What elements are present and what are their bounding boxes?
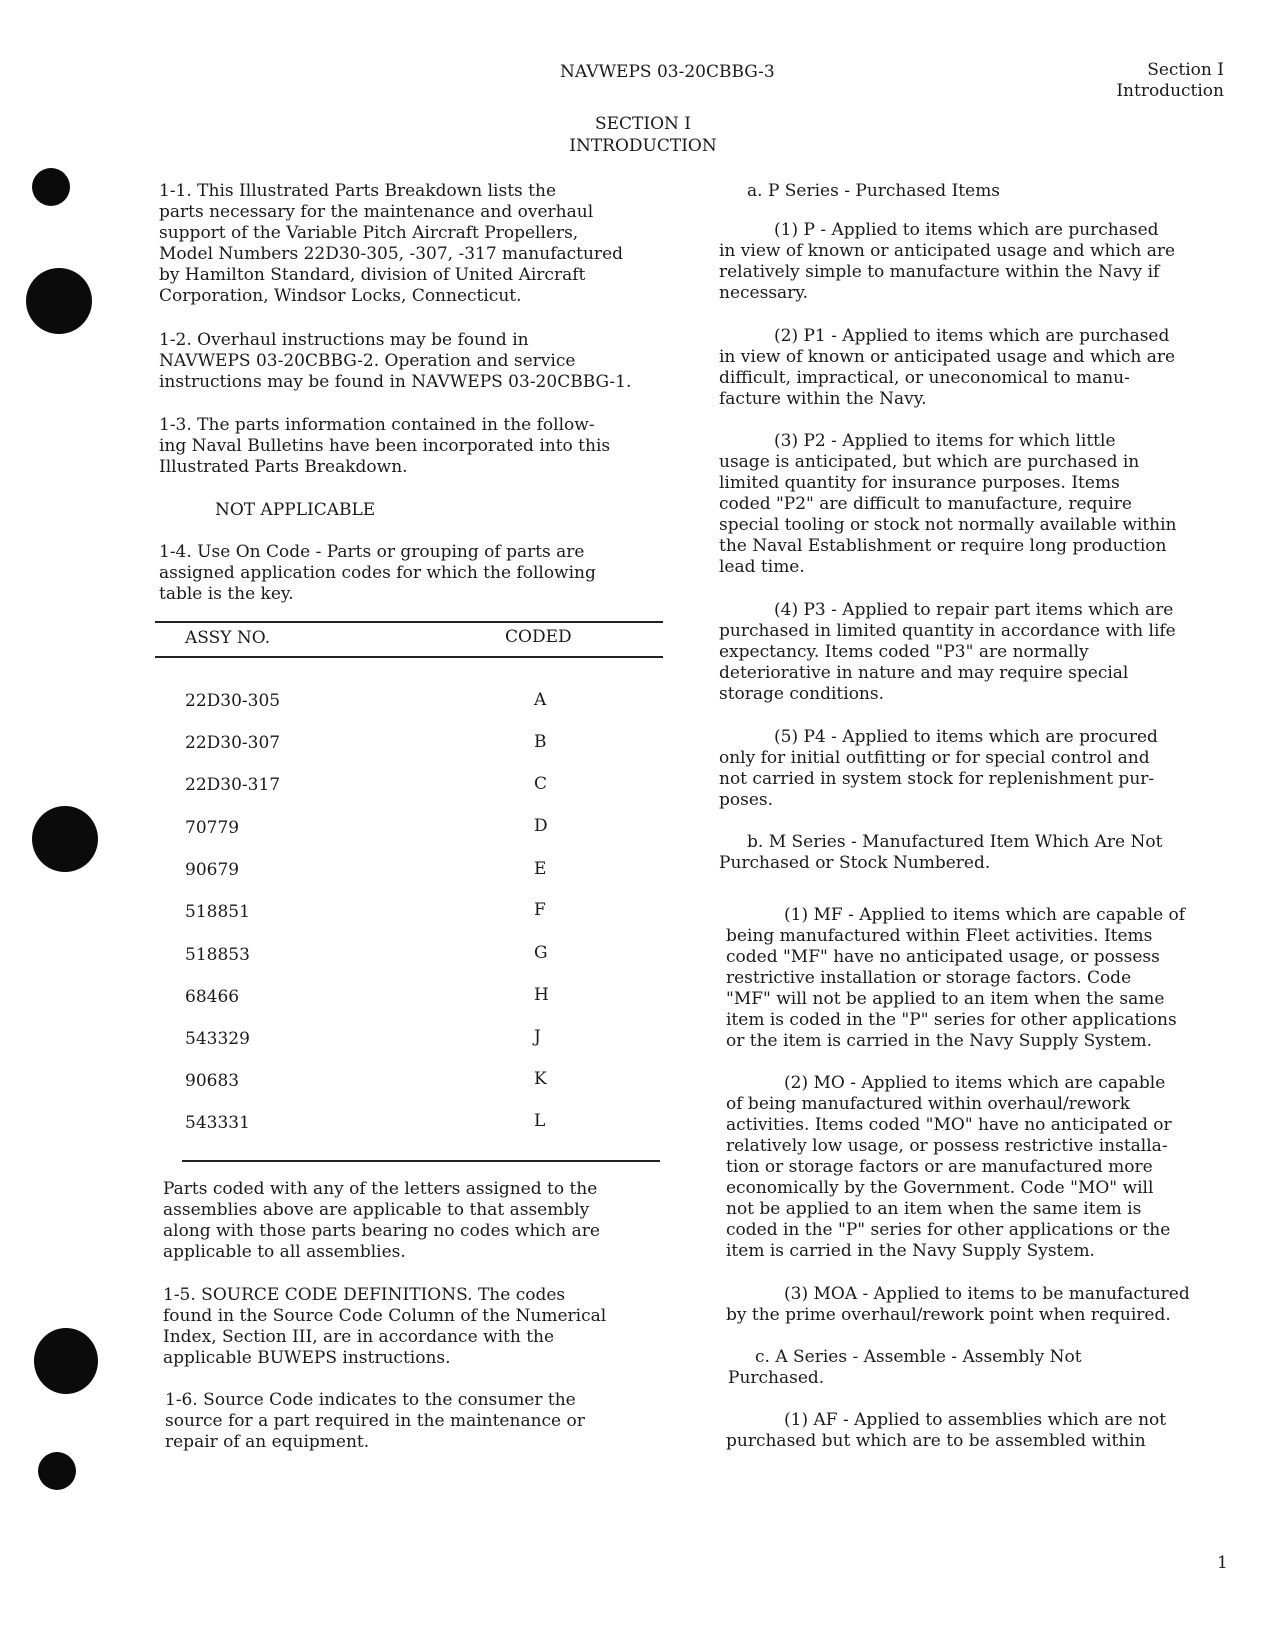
table-bottom-rule xyxy=(182,1160,660,1162)
subsection-a-heading: a. P Series - Purchased Items xyxy=(747,181,1001,201)
section-name: Introduction xyxy=(1116,81,1224,101)
item-c1: (1) AF - Applied to assemblies which are not purchased but which are to be assembled within xyxy=(726,1410,1167,1451)
item-b2: (2) MO - Applied to items which are capable of being manufactured within overhaul/rework activities. Items coded "MO" have no anticipated or relatively low usage, or possess restrictive installa- tion or storage factors or are manufactured more economically by the Government. Code "MO" will not be applied to an item when the same item is coded in the "P" series for other applications or the item is carried in the Navy Supply System. xyxy=(726,1073,1172,1261)
binder-hole-2 xyxy=(26,268,92,334)
subsection-b-heading: b. M Series - Manufactured Item Which Are Not Purchased or Stock Numbered. xyxy=(719,832,1163,873)
table-header-coded: CODED xyxy=(505,627,572,647)
title-line-2: INTRODUCTION xyxy=(569,136,717,156)
table-top-rule xyxy=(155,621,663,623)
binder-hole-1 xyxy=(32,168,70,206)
paragraph-1-1: 1-1. This Illustrated Parts Breakdown lists the parts necessary for the maintenance and overhaul support of the Variable Pitch Aircraft Propellers, Model Numbers 22D30-305, -307, -317 manufactured by Hamilton Standard, division of United Aircraft Corporation, Windsor Locks, Connecticut. xyxy=(159,181,624,306)
binder-hole-5 xyxy=(38,1452,76,1490)
binder-hole-4 xyxy=(34,1328,98,1394)
paragraph-1-5: 1-5. SOURCE CODE DEFINITIONS. The codes found in the Source Code Column of the Numerical Index, Section III, are in accordance with the applicable BUWEPS instructions. xyxy=(163,1285,607,1368)
section-number: Section I xyxy=(1147,60,1224,80)
paragraph-1-4: 1-4. Use On Code - Parts or grouping of parts are assigned application codes for which the following table is the key. xyxy=(159,542,596,604)
item-a4: (4) P3 - Applied to repair part items which are purchased in limited quantity in accordance with life expectancy. Items coded "P3" are normally deteriorative in nature and may require special storage conditions. xyxy=(719,600,1176,704)
page-title xyxy=(0,113,1286,157)
paragraph-1-3: 1-3. The parts information contained in the follow- ing Naval Bulletins have been incorporated into this Illustrated Parts Breakdown. xyxy=(159,415,611,477)
item-b1: (1) MF - Applied to items which are capable of being manufactured within Fleet activities. Items coded "MF" have no anticipated usage, or possess restrictive installation or storage factors. Code "MF" will not be applied to an item when the same item is coded in the "P" series for other applications or the item is carried in the Navy Supply System. xyxy=(726,905,1186,1051)
table-header-rule xyxy=(155,656,663,658)
paragraph-codes-note: Parts coded with any of the letters assigned to the assemblies above are applicable to that assembly along with those parts bearing no codes which are applicable to all assemblies. xyxy=(163,1179,600,1262)
title-line-1: SECTION I xyxy=(594,114,692,134)
document-id: NAVWEPS 03-20CBBG-3 xyxy=(560,62,775,82)
page-number: 1 xyxy=(1217,1553,1228,1573)
not-applicable-note: NOT APPLICABLE xyxy=(215,500,376,520)
item-a5: (5) P4 - Applied to items which are procured only for initial outfitting or for special control and not carried in system stock for replenishment pur- poses. xyxy=(719,727,1158,810)
paragraph-1-2: 1-2. Overhaul instructions may be found in NAVWEPS 03-20CBBG-2. Operation and service instructions may be found in NAVWEPS 03-20CBBG-1. xyxy=(159,330,632,392)
item-a1: (1) P - Applied to items which are purchased in view of known or anticipated usage and which are relatively simple to manufacture within the Navy if necessary. xyxy=(719,220,1176,303)
subsection-c-heading: c. A Series - Assemble - Assembly Not Purchased. xyxy=(728,1347,1082,1388)
paragraph-1-6: 1-6. Source Code indicates to the consumer the source for a part required in the maintenance or repair of an equipment. xyxy=(165,1390,585,1452)
binder-hole-3 xyxy=(32,806,98,872)
item-a3: (3) P2 - Applied to items for which little usage is anticipated, but which are purchased in limited quantity for insurance purposes. Items coded "P2" are difficult to manufacture, require special tooling or stock not normally available within the Naval Establishment or require long production lead time. xyxy=(719,431,1177,577)
item-b3: (3) MOA - Applied to items to be manufactured by the prime overhaul/rework point when required. xyxy=(726,1284,1190,1325)
item-a2: (2) P1 - Applied to items which are purchased in view of known or anticipated usage and which are difficult, impractical, or uneconomical to manu- facture within the Navy. xyxy=(719,326,1176,409)
section-header xyxy=(1116,60,1224,102)
table-header-assy: ASSY NO. xyxy=(185,628,271,648)
